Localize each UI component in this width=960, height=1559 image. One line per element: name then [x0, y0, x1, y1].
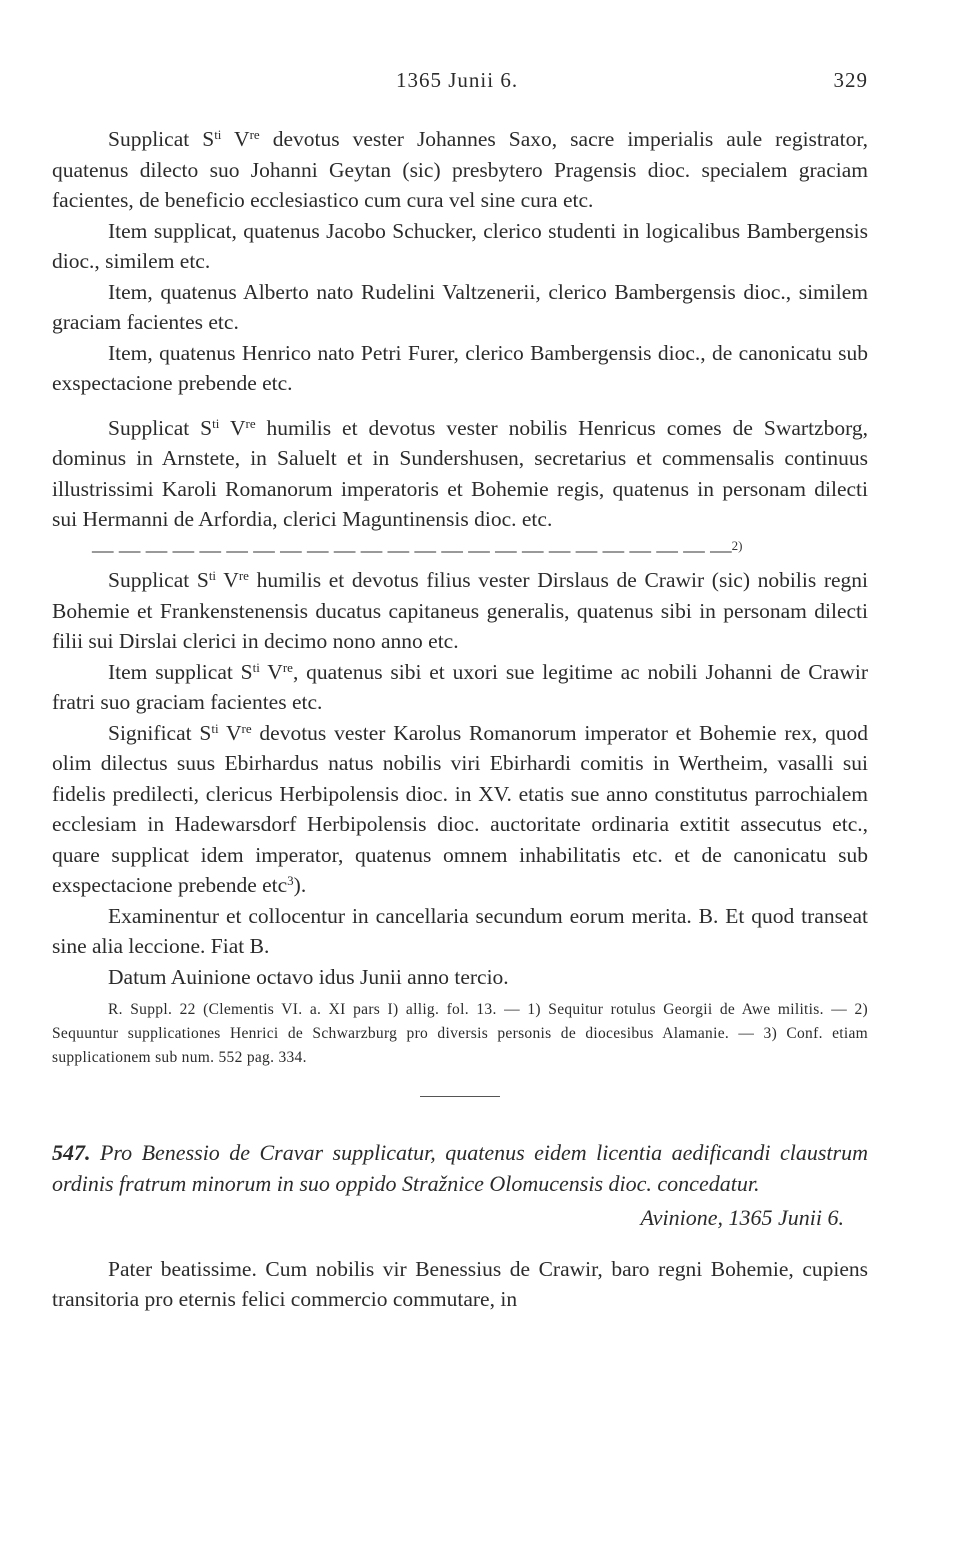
text-segment: Item supplicat S [108, 659, 253, 684]
superscript: ti [208, 568, 217, 583]
document-place-date: Avinione, 1365 Junii 6. [640, 1205, 844, 1230]
footnotes: R. Suppl. 22 (Clementis VI. a. XI pars I) allig. fol. 13. — 1) Sequitur rotulus Georgii de Awe militis. — 2) Sequuntur supplicationes Henrici de Schwarzburg pro diversis personis de diocesibus Alamanie. — 3) Conf. etiam supplicationem sub num. 552 pag. 334. [52, 1001, 868, 1066]
superscript: re [241, 720, 252, 736]
text-segment: V [216, 568, 239, 592]
paragraph-significat-karolus [52, 718, 868, 901]
superscript: ti [214, 127, 222, 142]
paragraph-supplicat-saxo [52, 124, 868, 216]
paragraph-item-schucker: Item supplicat, quatenus Jacobo Schucker, clerico studenti in logicalibus Bambergensis dioc., similem etc. [52, 218, 868, 273]
paragraph-datum: Datum Auinione octavo idus Junii anno tercio. [108, 964, 509, 989]
superscript: re [245, 415, 256, 431]
superscript: re [282, 659, 293, 675]
text-segment: devotus vester Karolus Romanorum imperator et Bohemie rex, quod olim dilectus suus Ebirhardus natus nobilis viri Ebirhardi comitis in Wertheim, vasalli sui fidelis predilecti, clericus Herbipolensis dioc. in XV. etatis sue anno constitutus parrochialem ecclesiam in Hadewarsdorf Herbipolensis dioc. auctoritate ordinaria extitit assecutus etc., quare supplicat idem imperator, quatenus omnem inhabilitatis etc. et de canonicatu sub exspectacione prebende etc [52, 720, 869, 897]
header-date: 1365 Junii 6. [396, 68, 519, 92]
section-divider [420, 1096, 500, 1097]
text-segment: Supplicat S [108, 415, 213, 440]
text-segment: Supplicat S [108, 568, 209, 592]
paragraph-supplicat-dirslaus [52, 565, 868, 657]
superscript: re [238, 568, 249, 583]
superscript: re [249, 127, 260, 142]
text-segment: humilis et devotus vester nobilis Henricus comes de Swartzborg, dominus in Arnstete, in Saluelt et in Sundershusen, secretarius et commensalis continuus illustrissimi Karoli Romanorum imperatoris et Bohemie regis, quatenus in personam dilecti sui Hermanni de Arfordia, clerici Maguntinensis dioc. etc. [52, 415, 868, 531]
paragraph-examinentur: Examinentur et collocentur in cancellaria secundum eorum merita. B. Et quod transeat sine alia leccione. Fiat B. [52, 903, 868, 958]
document-title: Pro Benessio de Cravar supplicatur, quatenus eidem licentia aedificandi claustrum ordinis fratrum minorum in suo oppido Stražnice Olomucensis dioc. concedatur. [52, 1140, 868, 1196]
running-header [52, 68, 868, 98]
page-number: 329 [833, 68, 868, 92]
paragraph-item-henrico: Item, quatenus Henrico nato Petri Furer, clerico Bambergensis dioc., de canonicatu sub exspectacione prebende etc. [52, 340, 868, 395]
superscript: ti [211, 720, 219, 736]
paragraph-item-crawir [52, 657, 868, 718]
document-number: 547. [52, 1140, 91, 1165]
footnote-marker: 2) [731, 537, 743, 553]
text-segment: V [259, 659, 283, 684]
text-segment: V [219, 415, 246, 440]
text-segment: devotus vester Johannes Saxo, sacre imperialis aule registrator, quatenus dilecto suo Johanni Geytan (sic) presbytero Pragensis dioc. specialem graciam facientes, de beneficio ecclesiastico cum cura vel sine cura etc. [52, 127, 868, 212]
text-segment: ). [293, 873, 307, 897]
paragraph-item-alberto: Item, quatenus Alberto nato Rudelini Valtzenerii, clerico Bambergensis dioc., similem graciam facientes etc. [52, 279, 868, 334]
text-segment: humilis et devotus filius vester Dirslaus de Crawir (sic) nobilis regni Bohemie et Frankenstenensis ducatus capitaneus generalis, quatenus sibi in personam dilecti filii sui Dirslai clerici in decimo nono anno etc. [52, 568, 868, 653]
footnote-marker: 3 [287, 873, 294, 888]
page-body [52, 124, 868, 1315]
text-segment: , quatenus sibi et uxori sue legitime ac nobili Johanni de Crawir fratri suo graciam facientes etc. [52, 659, 868, 714]
omission-dashes: — — — — — — — — — — — — — — — — — — — — — — — —$^{2)}$ [92, 537, 743, 562]
text-segment: Supplicat S [108, 127, 215, 151]
paragraph-supplicat-swartzborg [52, 413, 868, 535]
superscript: ti [252, 659, 260, 675]
text-segment: V [218, 720, 242, 745]
superscript: ti [212, 415, 220, 431]
text-segment: V [221, 127, 250, 151]
spacer [52, 399, 868, 413]
document-opening-text: Pater beatissime. Cum nobilis vir Benessius de Crawir, baro regni Bohemie, cupiens transitoria pro eternis felici commercio commutare, in [52, 1256, 868, 1311]
document-heading [52, 1137, 868, 1199]
text-segment: Significat S [108, 720, 212, 745]
